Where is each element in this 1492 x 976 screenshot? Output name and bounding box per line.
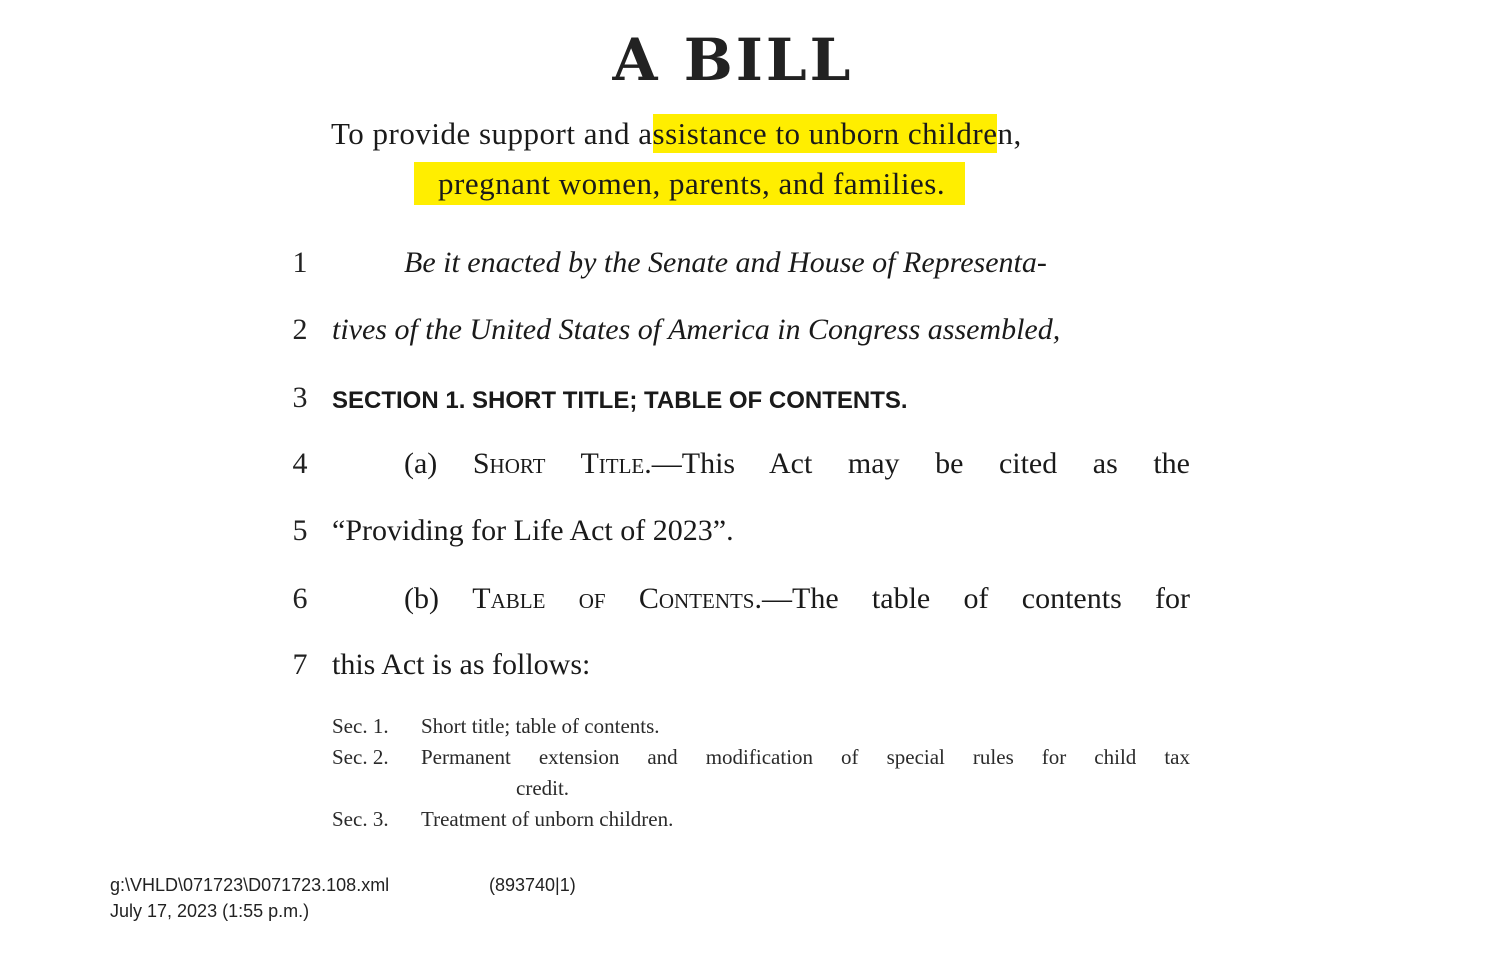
purpose-text-end: n, [997,116,1022,151]
clause-text: .—This Act may be cited as the [644,447,1190,480]
clause-heading: Table of Contents [472,582,755,615]
enacting-clause-1: Be it enacted by the Senate and House of Representa- [404,246,1047,279]
act-name: “Providing for Life Act of 2023”. [332,514,734,547]
bill-line-7 [0,648,1492,698]
toc-clause [332,582,1190,616]
footer-timestamp: July 17, 2023 (1:55 p.m.) [110,901,310,921]
line-number: 2 [292,313,308,346]
bill-line-3 [0,381,1492,431]
line-number: 7 [292,648,308,681]
toc-sec-number: Sec. 3. [332,807,389,831]
clause-text: .—The table of contents for [754,582,1191,615]
short-title-clause [332,447,1190,481]
clause-prefix: (a) [404,447,473,480]
toc-sec-number: Sec. 2. [332,745,389,769]
purpose-line-1 [331,116,1022,152]
bill-heading: A BILL [612,26,854,94]
purpose-highlight-2: pregnant women, parents, and families. [414,162,965,205]
enacting-clause-2: tives of the United States of America in Congress assembled, [332,313,1061,346]
bill-line-5 [0,514,1492,564]
toc-sec-title-continued: credit. [516,776,570,800]
footer-file-path: g:\VHLD\071723\D071723.108.xml [110,875,390,895]
purpose-text-plain: To provide support and a [331,116,653,151]
toc-sec-number: Sec. 1. [332,714,389,738]
section-heading: SECTION 1. SHORT TITLE; TABLE OF CONTENTS. [332,387,908,414]
line-number: 4 [292,447,308,480]
bill-line-6 [0,582,1492,632]
purpose-line-2 [414,166,965,202]
bill-line-1 [0,246,1492,296]
toc-sec-title: Permanent extension and modification of special rules for child tax [421,745,1190,769]
line-number: 5 [292,514,308,547]
bill-line-4 [0,447,1492,497]
line-number: 6 [292,582,308,615]
clause-heading: Short Title [472,447,645,480]
purpose-highlight-1: ssistance to unborn childre [652,116,998,151]
line-number: 3 [292,381,308,414]
bill-line-2 [0,313,1492,363]
toc-sec-title: Short title; table of contents. [421,714,660,738]
footer-document-id: (893740|1) [489,875,576,895]
toc-sec-title: Treatment of unborn children. [421,807,674,831]
toc-entry [332,714,1190,739]
toc-entry [332,745,1190,770]
toc-entry [332,807,1190,832]
clause-prefix: (b) [404,582,473,615]
line-number: 1 [292,246,308,279]
toc-intro: this Act is as follows: [332,648,591,681]
